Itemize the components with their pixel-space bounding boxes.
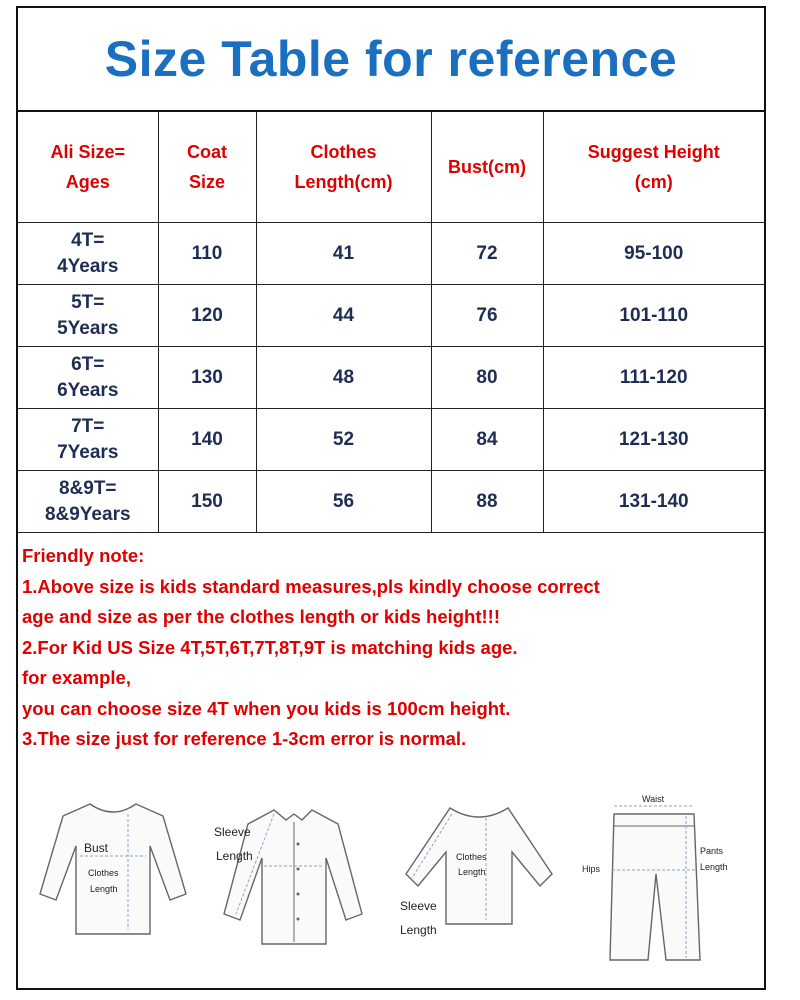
cell-bust: 76	[431, 285, 543, 347]
sweater-sleeve-length-label: Length	[400, 923, 437, 937]
sweater-icon	[386, 774, 566, 978]
note-line: 2.For Kid US Size 4T,5T,6T,7T,8T,9T is matching kids age.	[22, 636, 518, 658]
table-header-row	[18, 112, 764, 223]
note-line: for example,	[22, 667, 131, 688]
cell-height: 121-130	[543, 409, 764, 471]
cell-coat: 140	[158, 409, 256, 471]
cell-age: 7T= 7Years	[18, 409, 158, 471]
cell-bust: 72	[431, 223, 543, 285]
table-row	[18, 223, 764, 285]
tshirt-icon	[28, 774, 198, 978]
sweater-length-label: Length	[458, 867, 486, 877]
pants-diagram	[576, 774, 751, 978]
cell-coat: 130	[158, 347, 256, 409]
cell-length: 41	[256, 223, 431, 285]
pants-waist-label: Waist	[642, 794, 665, 804]
cell-bust: 88	[431, 471, 543, 533]
cell-coat: 150	[158, 471, 256, 533]
shirt-icon	[206, 774, 376, 978]
tee-bust-label: Bust	[84, 841, 109, 855]
cell-age: 4T= 4Years	[18, 223, 158, 285]
tee-length-label: Length	[90, 884, 118, 894]
cell-age: 5T= 5Years	[18, 285, 158, 347]
table-row	[18, 409, 764, 471]
note-line: age and size as per the clothes length or kids height!!!	[22, 606, 501, 627]
note-line: 1.Above size is kids standard measures,pls kindly choose correct	[22, 575, 600, 597]
cell-coat: 120	[158, 285, 256, 347]
friendly-notes	[22, 541, 762, 755]
shirt-diagram	[206, 774, 376, 978]
cell-length: 48	[256, 347, 431, 409]
shirt-length-label: Length	[216, 849, 253, 863]
table-row	[18, 347, 764, 409]
note-line: 3.The size just for reference 1-3cm error is normal.	[22, 728, 467, 749]
pants-icon	[576, 774, 751, 978]
shirt-sleeve-label: Sleeve	[214, 825, 251, 839]
cell-bust: 84	[431, 409, 543, 471]
header-suggest-height: Suggest Height (cm)	[543, 112, 764, 223]
cell-coat: 110	[158, 223, 256, 285]
sweater-diagram	[386, 774, 566, 978]
tshirt-diagram	[28, 774, 198, 978]
pants-label: Pants	[700, 846, 724, 856]
size-chart-frame	[16, 6, 766, 990]
measurement-diagrams	[28, 774, 754, 978]
cell-height: 101-110	[543, 285, 764, 347]
table-row	[18, 471, 764, 533]
cell-height: 111-120	[543, 347, 764, 409]
cell-age: 6T= 6Years	[18, 347, 158, 409]
table-row	[18, 285, 764, 347]
header-clothes-length: Clothes Length(cm)	[256, 112, 431, 223]
sweater-sleeve-label: Sleeve	[400, 899, 437, 913]
cell-height: 95-100	[543, 223, 764, 285]
header-ali-size: Ali Size= Ages	[18, 112, 158, 223]
cell-length: 56	[256, 471, 431, 533]
size-table	[18, 112, 764, 533]
cell-bust: 80	[431, 347, 543, 409]
cell-length: 52	[256, 409, 431, 471]
cell-length: 44	[256, 285, 431, 347]
sweater-clothes-label: Clothes	[456, 852, 487, 862]
note-line: you can choose size 4T when you kids is 100cm height.	[22, 697, 511, 719]
note-heading: Friendly note:	[22, 545, 145, 566]
page-title: Size Table for reference	[18, 8, 764, 112]
tee-clothes-label: Clothes	[88, 868, 119, 878]
header-bust: Bust(cm)	[431, 112, 543, 223]
pants-hips-label: Hips	[582, 864, 601, 874]
cell-height: 131-140	[543, 471, 764, 533]
cell-age: 8&9T= 8&9Years	[18, 471, 158, 533]
pants-length-label: Length	[700, 862, 728, 872]
header-coat-size: Coat Size	[158, 112, 256, 223]
